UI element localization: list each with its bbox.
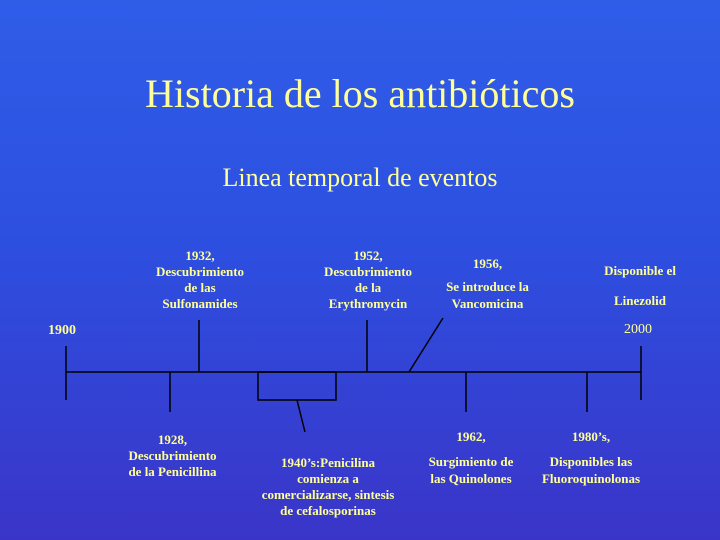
event-label-1980s bbox=[525, 428, 657, 487]
event-line: Disponibles las bbox=[549, 454, 633, 469]
event-label-1932 bbox=[140, 248, 260, 312]
event-line: 1956, bbox=[472, 256, 503, 271]
event-line: 1932, bbox=[185, 248, 215, 263]
pointer-1940s bbox=[297, 400, 305, 432]
event-label-1956 bbox=[425, 255, 550, 312]
event-line: comienza a bbox=[297, 471, 359, 486]
event-label-1928 bbox=[110, 432, 235, 480]
event-line: 1928, bbox=[157, 432, 188, 447]
event-line: Surgimiento de bbox=[428, 454, 514, 469]
event-line: 1940’s:Penicilina bbox=[280, 455, 376, 470]
axis-end-label: 2000 bbox=[624, 322, 652, 337]
event-label-1940s bbox=[238, 455, 418, 519]
event-line: las Quinolones bbox=[430, 471, 512, 486]
event-line: de las bbox=[184, 280, 216, 295]
event-label-1952 bbox=[308, 248, 428, 312]
event-line: 1962, bbox=[456, 429, 486, 444]
event-line: Fluoroquinolonas bbox=[541, 471, 641, 486]
event-line: de cefalosporinas bbox=[280, 503, 376, 518]
pointer-1956 bbox=[409, 318, 443, 372]
event-line: Sulfonamides bbox=[162, 296, 238, 311]
event-line: de la Penicillina bbox=[128, 464, 217, 479]
event-line: de la bbox=[354, 280, 382, 295]
event-line: Vancomicina bbox=[451, 296, 524, 311]
slide-title: Historia de los antibióticos bbox=[145, 71, 575, 116]
bracket-1940s bbox=[258, 372, 336, 400]
slide-subtitle: Linea temporal de eventos bbox=[222, 163, 498, 192]
event-line: Descubrimiento bbox=[155, 264, 245, 279]
event-line: comercializarse, sintesis bbox=[261, 487, 395, 502]
event-line: Linezolid bbox=[613, 293, 666, 308]
event-line: 1952, bbox=[353, 248, 383, 263]
event-line: Descubrimiento bbox=[323, 264, 413, 279]
axis-start-label: 1900 bbox=[48, 323, 76, 338]
event-label-1962 bbox=[412, 428, 530, 487]
event-line: Descubrimiento bbox=[128, 448, 217, 463]
event-line: Erythromycin bbox=[328, 296, 408, 311]
event-line: Se introduce la bbox=[446, 279, 529, 294]
event-label-linezolid bbox=[580, 263, 700, 309]
event-line: Disponible el bbox=[604, 263, 676, 278]
event-line: 1980’s, bbox=[571, 429, 611, 444]
